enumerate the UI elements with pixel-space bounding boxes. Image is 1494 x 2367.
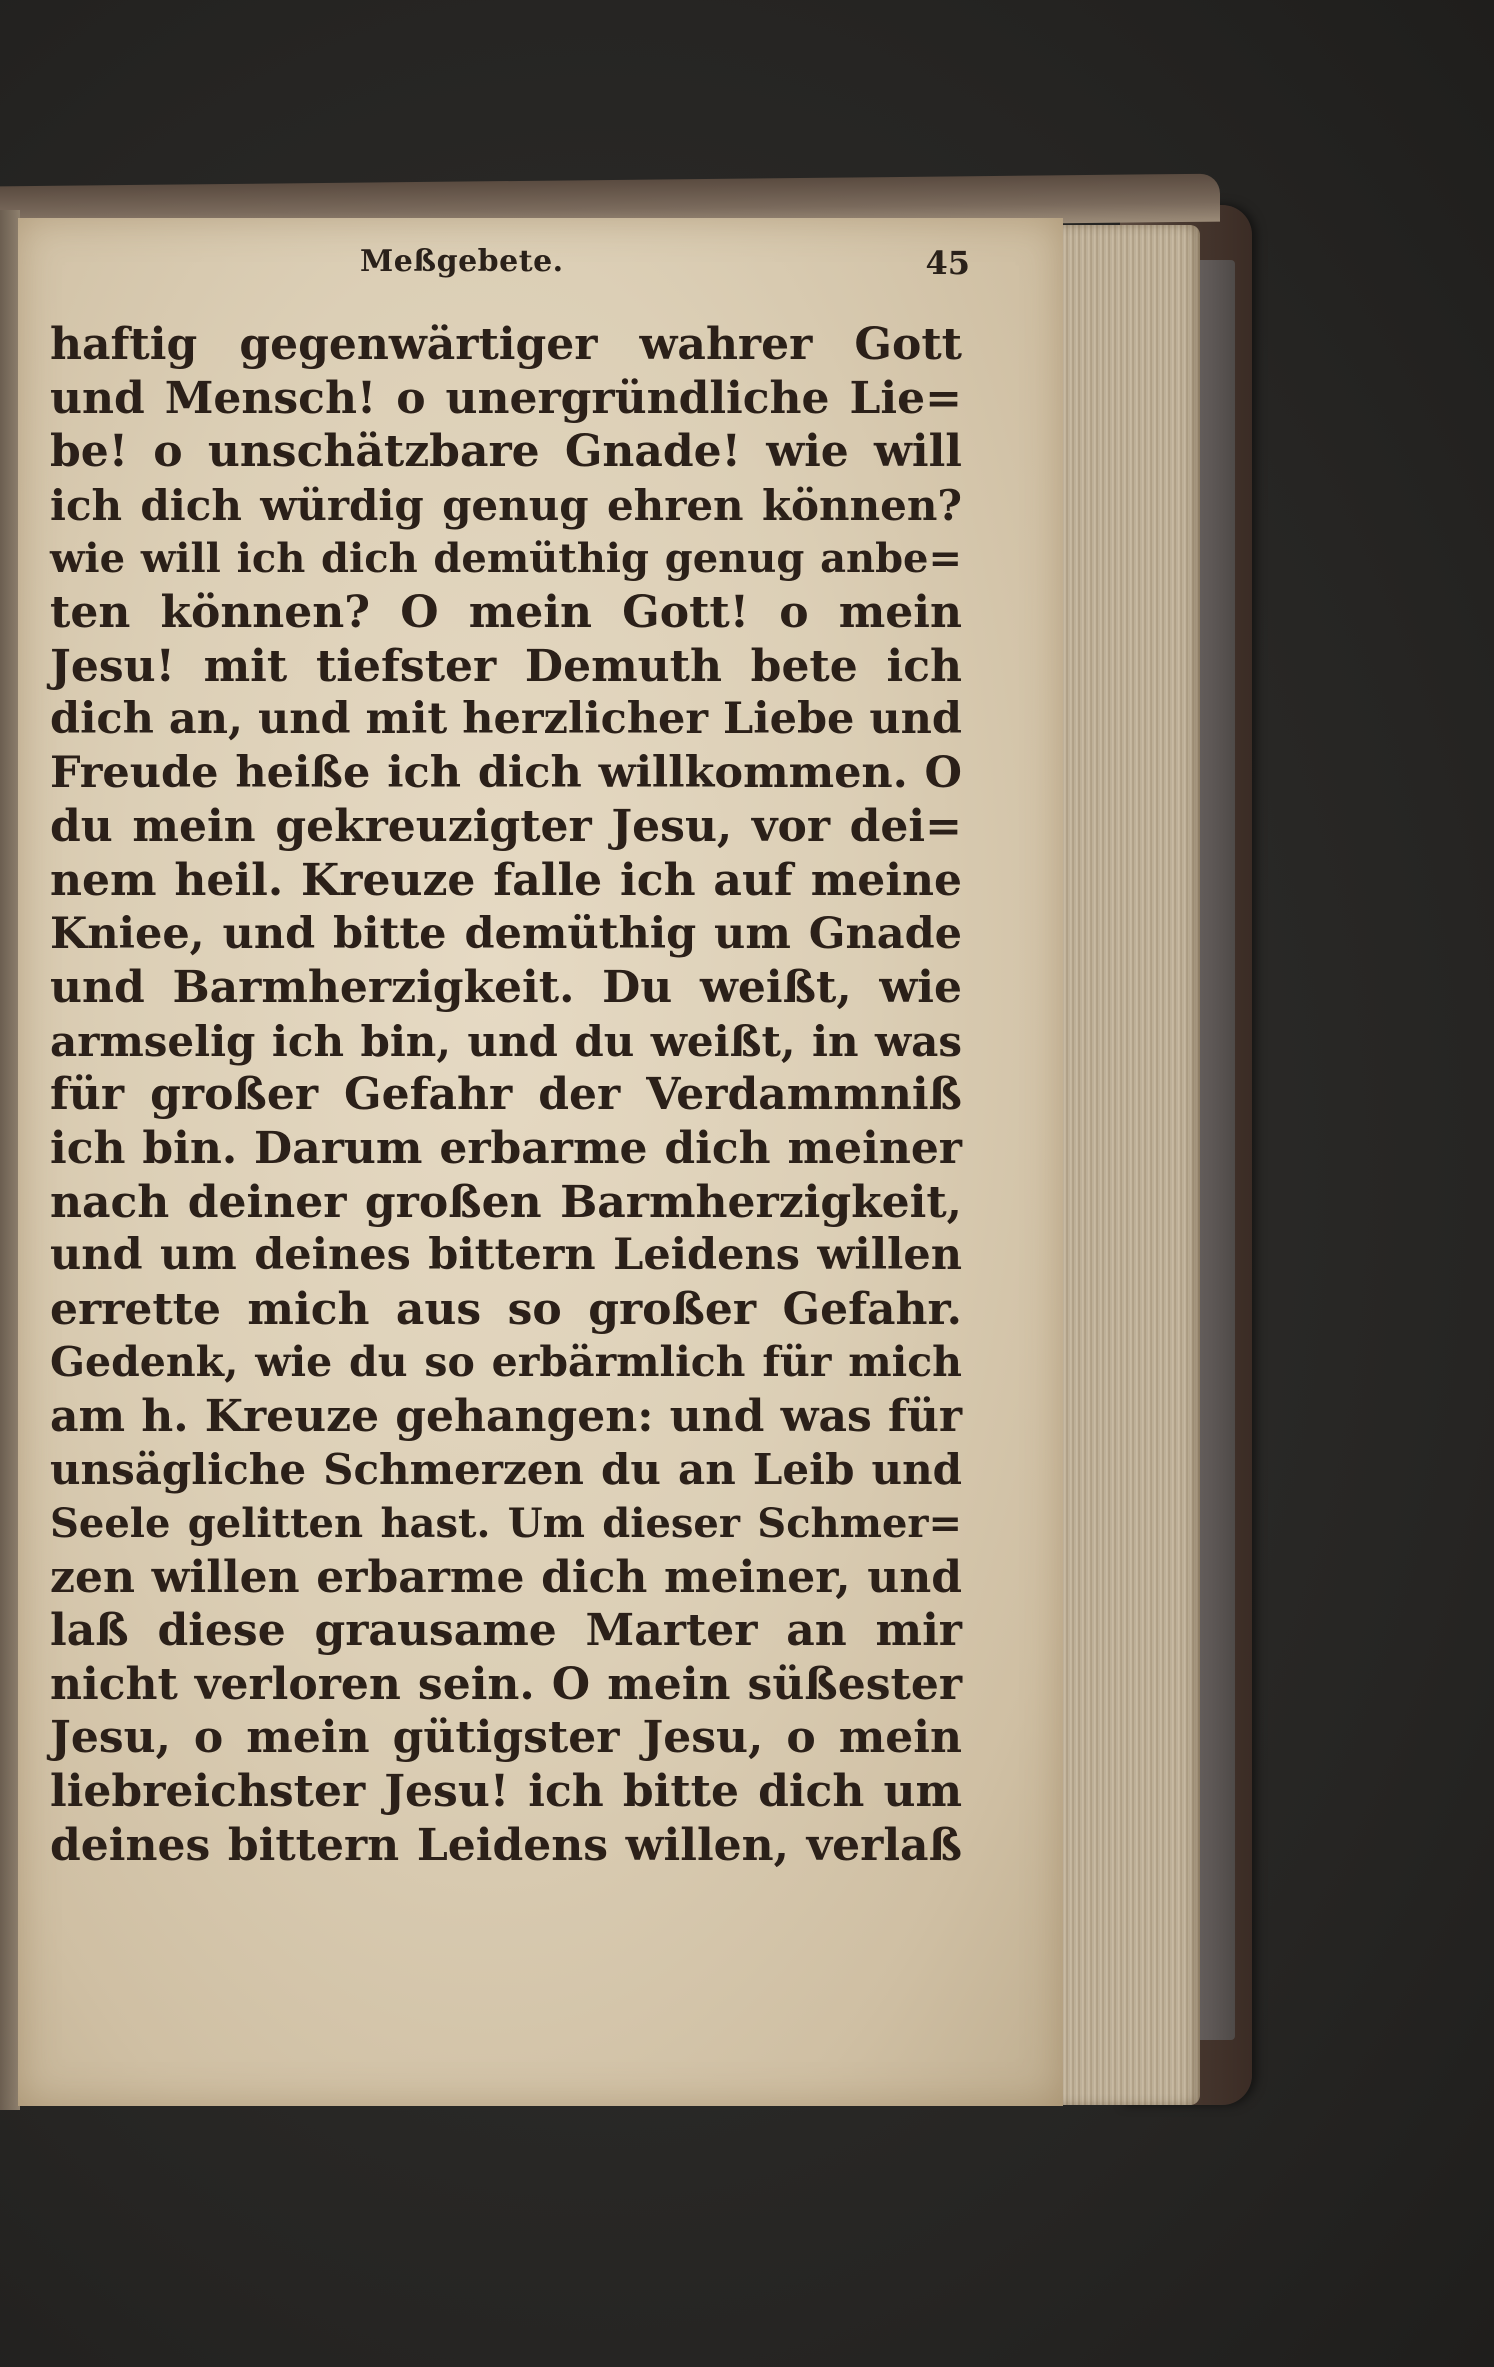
- page-stack-edge: [1045, 225, 1200, 2105]
- page-number: 45: [925, 244, 970, 282]
- running-head: [360, 244, 970, 284]
- text-line: ten können? O mein Gott! o mein: [50, 586, 962, 638]
- text-line: Freude heiße ich dich willkommen. O: [50, 747, 962, 798]
- text-line: Jesu, o mein gütigster Jesu, o mein: [50, 1712, 962, 1764]
- text-line: und Mensch! o unergründliche Lie=: [50, 372, 962, 424]
- text-line: ich dich würdig genug ehren können?: [50, 480, 962, 530]
- text-line: am h. Kreuze gehangen: und was für: [50, 1390, 962, 1442]
- text-line: zen willen erbarme dich meiner, und: [50, 1551, 962, 1603]
- text-line: und um deines bittern Leidens willen: [50, 1230, 962, 1281]
- text-line: haftig gegenwärtiger wahrer Gott: [50, 319, 962, 370]
- text-line: du mein gekreuzigter Jesu, vor dei=: [50, 801, 962, 853]
- running-title: Meßgebete.: [360, 244, 564, 279]
- text-line: unsägliche Schmerzen du an Leib und: [50, 1445, 962, 1495]
- page-text: [50, 318, 962, 1872]
- text-line: nicht verloren sein. O mein süßester: [50, 1658, 962, 1710]
- text-line: armselig ich bin, und du weißt, in was: [50, 1016, 962, 1066]
- text-line: für großer Gefahr der Verdammniß: [50, 1069, 962, 1121]
- previous-page-edge: [0, 210, 20, 2110]
- text-line: laß diese grausame Marter an mir: [50, 1605, 962, 1657]
- text-line: Jesu! mit tiefster Demuth bete ich: [50, 640, 962, 692]
- text-line: nem heil. Kreuze falle ich auf meine: [50, 854, 962, 906]
- text-line: errette mich aus so großer Gefahr.: [50, 1283, 962, 1335]
- text-line: Gedenk, wie du so erbärmlich für mich: [50, 1338, 962, 1387]
- text-line: Kniee, und bitte demüthig um Gnade: [50, 908, 962, 959]
- text-line: dich an, und mit herzlicher Liebe und: [50, 694, 962, 745]
- text-line: be! o unschätzbare Gnade! wie will: [50, 426, 962, 478]
- text-line: nach deiner großen Barmherzigkeit,: [50, 1176, 962, 1228]
- text-line: Seele gelitten hast. Um dieser Schmer=: [50, 1500, 962, 1548]
- text-line: ich bin. Darum erbarme dich meiner: [50, 1122, 962, 1174]
- text-line: liebreichster Jesu! ich bitte dich um: [50, 1766, 962, 1818]
- text-line: wie will ich dich demüthig genug anbe=: [50, 535, 962, 583]
- text-line: und Barmherzigkeit. Du weißt, wie: [50, 962, 962, 1014]
- text-line: deines bittern Leidens willen, verlaß: [50, 1819, 962, 1871]
